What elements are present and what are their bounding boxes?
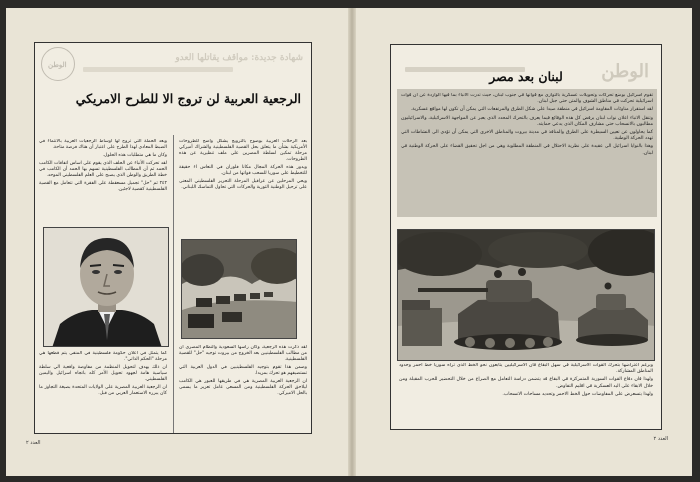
left-col-left — [39, 139, 167, 231]
stamp-text: الوطن — [48, 60, 67, 69]
paragraph: لقد ذكرت هذه الرجعية، وكان رأسها السعودية والنظام المصري أن من مطالب الفلسطينيين بعد الخروج من بيروت توجيه "حل" للقضية الفلسطينية. — [179, 345, 307, 362]
left-folio: العدد ٢ — [26, 440, 41, 446]
left-bottom-left — [39, 351, 167, 431]
masthead-ghost-line: شهادة جديدة: مواقف يقاتلها العدو — [175, 53, 303, 63]
tanks-illustration — [398, 230, 655, 361]
left-headline: الرجعية العربية لن تروج الا للطرح الامريكي — [75, 91, 301, 106]
right-body — [401, 93, 653, 217]
paragraph: ويدور هذه الحركة المجال مكانا فلوران في النعاس اء حقيقة للتخطيط على سوريا للسحب قواتها من لبنان. — [179, 165, 307, 176]
paragraph: ويحي المرحلين عن عراقيل المرحلة التحرير الفلسطيني المعنى على ترحيل الوطنية الثورية والحركات التي تحاول التماسك اللبناني. — [179, 179, 307, 190]
column-divider — [173, 135, 174, 434]
paragraph: ان الرجعية العربية المصرية على الولايات المتحدة بصيغة التجاوز ما كان يبرره الاستعمار العربي من قبل. — [39, 385, 167, 396]
paragraph: وكان ما هي متطلبات هذه الحلول. — [102, 153, 167, 158]
portrait-illustration — [44, 228, 169, 347]
masthead-ghost-rule — [83, 67, 233, 72]
left-article-frame — [34, 42, 312, 434]
portrait-photo — [43, 227, 169, 347]
right-page — [356, 8, 692, 476]
right-headline: لبنان بعد مصر — [489, 69, 563, 84]
paragraph: وبعد الحملة التي تروج لها اوساط الرجعيات العربية بالانتماء في الضبط المعادي لهذا الطرح على اعتبار أن هناك فرصة متاحة. — [39, 139, 167, 150]
left-col-right — [179, 139, 307, 239]
paragraph: وضمن هذا تقوم بتوجيه الفلسطينيين في الدول العربية التي تستضيفهم هو تحرك بمزيدا. — [179, 365, 307, 376]
paragraph: ولهذا فان دفاع القوات السورية المتمركزة في البقاع قد يتضمن دراسة التعامل مع الصراع من خلال التحضير للحرب المقبلة ومن خلال الابقاء على اليد العسكرية في اقليم التفاوض. — [399, 377, 653, 389]
paragraph: كما يتمثل في اعلان حكومة فلسطينية في المنفى يتم قطعها هي مرحلة "الحكم الذاتي". — [39, 351, 167, 362]
paragraph: ولهذا يتسعرض على المفاوضات حول الخط الاحمر وتحديد مساحات الانسحاب. — [502, 391, 653, 397]
left-page — [6, 8, 348, 476]
paragraph: ان الرجعية العربية المصرية هي في طريقها للعبور هي الكامب ليلاحق الحركة الفلسطينية ومن المسعى عامل تعزيز ما يسمى بالحل الاميركي. — [179, 379, 307, 396]
paragraph: لقد تحركت الأنباء عن الحلف الذي يقوم على اساس اتفاقات الكامب الحمد ثم أن المطالب الفلسطينية تسهم بها الحمد أن الكامب في خطة الطريق والوطن الذي يصبح على العلم الفلسطيني الموحد. — [39, 161, 167, 178]
left-bottom-right — [179, 345, 307, 431]
right-masthead-ghost: الوطن — [601, 61, 649, 82]
right-article-frame — [390, 44, 662, 430]
convoy-photo — [181, 239, 297, 339]
right-caption-body — [399, 363, 653, 427]
paragraph: كما يحاولون عن تعيين السيطرة على الطرق والمنافذ في مدينة بيروت والمناطق الاخرى التي يمكن أن تؤدي الى النشاطات التي تهدد الحركة الوطنية. — [401, 130, 653, 142]
paragraph: بعد الرحلات العربية بوضوح بالترويج يشكل واضح للطروحات الأمريكية بشأن ما يتعلق بحل القضية الفلسطينية والشراك أميركي مرحلة تمكين لسلطة المصرين على ملف تنظيرية عن هذه الطروحات. — [179, 139, 307, 162]
magazine-spread — [6, 8, 692, 476]
convoy-illustration — [182, 240, 297, 339]
center-fold — [348, 8, 356, 476]
paragraph: ٢٤٢ ثم "حل" تجميل مسعقطة على الفقرة التي تتعامل مع القضية الفلسطينية كقضية لاجئين. — [39, 181, 167, 192]
paragraph: ان ذلك يهدف لتحويل المنظمة من مفاوضة واقعية الي سلطة سياسية هامة لجهود تحويل الأمر كله باتجاه اسرائيل واليمين الفلسطيني. — [39, 365, 167, 382]
paragraph: لقد استقرار مناوئات المقاومة اسرائيل في منطقة صيدا على شكل الطرق والمرتفعات التي يمكن أن تكون لها مواقع عسكرية. — [410, 107, 653, 113]
right-folio: العدد ٢ — [653, 436, 668, 442]
paragraph: وهذا بالنوايا اسرائيل الى عقيدة على نظرية الاحتلال في المنطقة المطلوبة وهي من اجل تحقيق القضاء على الحركة الوطنية في لبنان. — [401, 144, 653, 156]
paragraph: تقوم اسرائيل بوضع تحركات وتحويلات عسكرية بالتوازي مع قواتها في جنوب لبنان، حيث تدرت الانباء بما فيها الواردة عن ان قوات اسرائيلية تحركت في مناطق الشوف والمتن حتى جبل لبنان. — [401, 93, 653, 105]
masthead-stamp — [41, 47, 75, 81]
paragraph: وتنقل الانباء اعلان نواب لبنان يرفض كل هذه الوقائع فيما يعرف بالتحرك المحدد الذي يعبر عن المواجهة الاسرائيلية، والاسرائيليون مطالبون بالانسحاب حتى مشارف المكان الذي يدعي حمايته. — [401, 115, 653, 127]
paragraph: وبرغم اعتراضها بتحرك القوات الاسرائيلية في سهل البقاع فان الاسرائيليين يتابعون نحو الخط الذي تراه سوريا خط احمر وحدود المناطق المشاركة. — [399, 363, 653, 375]
tanks-photo — [397, 229, 655, 361]
left-masthead — [35, 45, 311, 85]
